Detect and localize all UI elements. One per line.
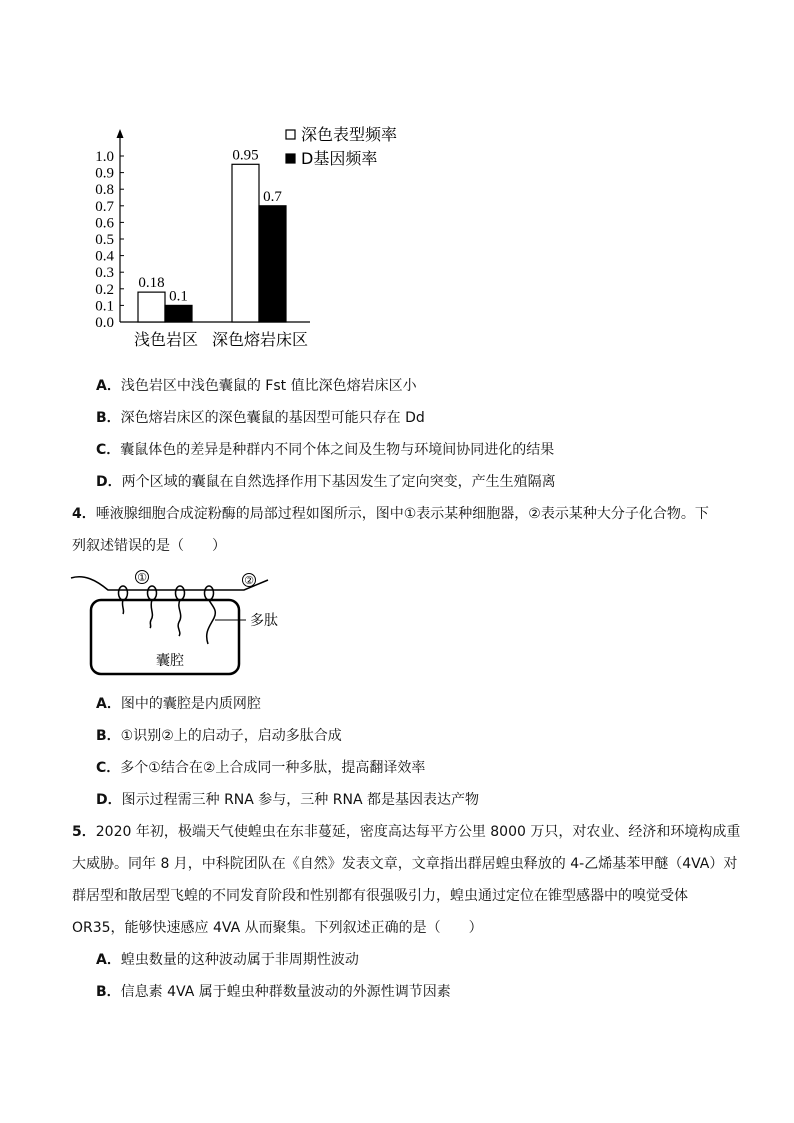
option-label: D． <box>96 792 122 808</box>
y-tick-label: 0.5 <box>95 232 114 248</box>
polypeptide-chain <box>122 600 123 614</box>
question-text: OR35，能够快速感应 4VA 从而聚集。下列叙述正确的是（ ） <box>72 920 483 936</box>
bar-data-label: 0.18 <box>138 275 165 292</box>
q3-option-d <box>96 472 556 492</box>
option-label: A． <box>96 378 121 394</box>
y-tick-label: 0.2 <box>95 281 114 298</box>
question-text: 大威胁。同年 8 月，中科院团队在《自然》发表文章，文章指出群居蝗虫释放的 4-乙烯基苯甲醚（4VA）对 <box>72 856 738 872</box>
chart-bars <box>138 147 286 322</box>
question-number: 5． <box>72 824 96 840</box>
question-text: 群居型和散居型飞蝗的不同发育阶段和性别都有很强吸引力，蝗虫通过定位在锥型感器中的嗅觉受体 <box>72 888 688 904</box>
option-text: 浅色岩区中浅色囊鼠的 Fst 值比深色熔岩床区小 <box>120 378 417 394</box>
q4-option-a <box>96 694 261 714</box>
option-label: D． <box>96 474 122 490</box>
bar-data-label: 0.95 <box>232 147 259 164</box>
option-label: B． <box>96 984 121 1000</box>
q5-option-a <box>96 950 359 970</box>
option-text: 囊鼠体色的差异是种群内不同个体之间及生物与环境间协同进化的结果 <box>120 442 555 458</box>
y-tick-label: 0.7 <box>95 198 114 215</box>
y-tick-label: 0.6 <box>95 215 114 232</box>
option-text: 信息素 4VA 属于蝗虫种群数量波动的外源性调节因素 <box>120 984 451 1000</box>
ribosome <box>119 586 128 600</box>
y-tick-label: 0.3 <box>95 265 114 282</box>
y-axis-arrow <box>117 129 124 138</box>
y-tick-label: 0.4 <box>95 248 114 265</box>
y-tick-label: 0.1 <box>95 298 114 315</box>
q4-option-c <box>96 758 425 778</box>
legend-label: 深色表型频率 <box>301 125 398 144</box>
ribosome <box>205 586 214 600</box>
bar-data-label: 0.7 <box>263 188 282 205</box>
label-2: ② <box>244 574 254 587</box>
chart-legend <box>286 125 397 168</box>
option-label: A． <box>96 952 121 968</box>
bar-dark-phenotype <box>138 292 165 322</box>
option-text: 蝗虫数量的这种波动属于非周期性波动 <box>120 952 359 968</box>
y-tick-label: 1.0 <box>95 149 114 165</box>
question-number: 4． <box>72 506 96 522</box>
option-label: C． <box>96 760 121 776</box>
legend-swatch <box>286 154 295 163</box>
option-label: A． <box>96 696 121 712</box>
polypeptide-chain <box>207 600 216 644</box>
option-label: B． <box>96 410 121 426</box>
y-tick-label: 0.8 <box>95 182 114 199</box>
bar-d-gene <box>259 206 286 322</box>
y-tick-label: 0.0 <box>95 315 114 331</box>
bar-data-label: 0.1 <box>169 288 188 305</box>
label-1: ① <box>137 571 147 584</box>
bar-chart <box>80 120 420 360</box>
y-tick-label: 0.9 <box>95 165 114 182</box>
option-text: 深色熔岩床区的深色囊鼠的基因型可能只存在 Dd <box>120 410 425 426</box>
q3-option-c <box>96 440 554 460</box>
option-label: B． <box>96 728 121 744</box>
q5-stem-line4 <box>72 918 483 938</box>
bar-dark-phenotype <box>232 164 259 322</box>
q3-option-a <box>96 376 417 396</box>
option-text: 图中的囊腔是内质网腔 <box>120 696 261 712</box>
ribosome-er-diagram <box>66 566 306 684</box>
q4-stem-line1 <box>72 504 709 524</box>
q4-option-d <box>96 790 479 810</box>
label-polypeptide: 多肽 <box>250 613 278 629</box>
polypeptide-chain <box>150 600 152 628</box>
legend-label: D基因频率 <box>301 149 378 168</box>
q5-option-b <box>96 982 451 1002</box>
option-label: C． <box>96 442 121 458</box>
x-category-label: 深色熔岩床区 <box>211 330 309 349</box>
bar-d-gene <box>165 305 192 322</box>
polypeptide-chain <box>178 600 181 636</box>
q5-stem-line1 <box>72 822 740 842</box>
q4-stem-line2 <box>72 536 226 556</box>
ribosome <box>148 586 157 600</box>
label-lumen: 囊腔 <box>156 653 184 669</box>
ribosome <box>176 586 185 600</box>
x-category-label: 浅色岩区 <box>133 330 199 349</box>
question-text: 列叙述错误的是（ ） <box>72 538 226 554</box>
option-text: ①识别②上的启动子，启动多肽合成 <box>120 728 342 744</box>
option-text: 图示过程需三种 RNA 参与，三种 RNA 都是基因表达产物 <box>121 792 479 808</box>
q5-stem-line2 <box>72 854 737 874</box>
q3-option-b <box>96 408 425 428</box>
option-text: 多个①结合在②上合成同一种多肽，提高翻译效率 <box>120 760 426 776</box>
option-text: 两个区域的囊鼠在自然选择作用下基因发生了定向突变，产生生殖隔离 <box>121 474 556 490</box>
question-text: 唾液腺细胞合成淀粉酶的局部过程如图所示，图中①表示某种细胞器，②表示某种大分子化合物。下 <box>95 506 709 522</box>
q4-option-b <box>96 726 342 746</box>
mrna-strand <box>71 577 268 590</box>
legend-swatch <box>286 130 295 139</box>
question-text: 2020 年初，极端天气使蝗虫在东非蔓延，密度高达每平方公里 8000 万只，对农业、经济和环境构成重 <box>95 824 741 840</box>
q5-stem-line3 <box>72 886 688 906</box>
